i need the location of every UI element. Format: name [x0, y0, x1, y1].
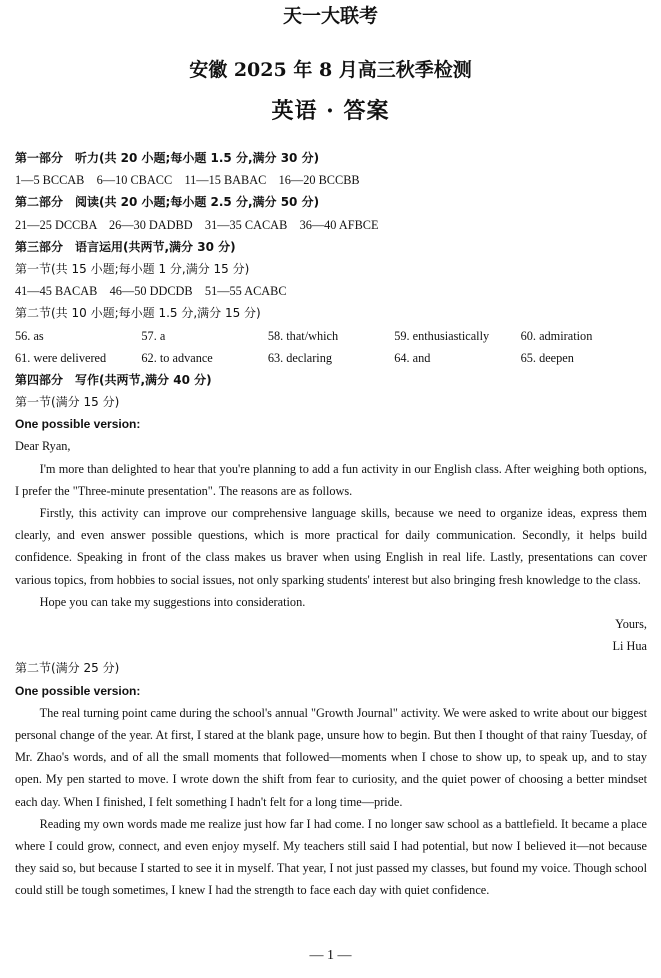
part4-sec2-heading: 第二节(满分 25 分) [15, 661, 120, 676]
cloze-answer: 64. and [394, 350, 431, 365]
sample-version-label: One possible version: [15, 417, 141, 432]
letter-paragraph: Firstly, this activity can improve our comprehensive language skills, because we need to organize ideas, express them clearly, and even answer possible questions, which is more practical for daily communication. Secondly, it helps build confidence. Speaking in front of the class makes us braver when using English in real life. Lastly, presentations can cover various topics, from hobbies to social issues, not only sparking students' interest but also bringing fresh knowledge to the class. [15, 506, 647, 587]
essay-paragraph: The real turning point came during the school's annual "Growth Journal" activity. We were asked to write about our biggest personal change of the year. At first, I stared at the blank page, unsure how to begin. But then I thought of that rainy Tuesday, of Mr. Zhao's words, and of all the small moments that followed—moments when I chose to show up, to speak up, and to stay open. My pen started to move. I wrote down the shift from fear to curiosity, and the quiet power of choosing a better mindset each day. When I finished, I felt something I hadn't felt for a long time—pride. [15, 705, 647, 809]
page-title: 英语 · 答案 [271, 98, 390, 124]
cloze-answer: 61. were delivered [15, 350, 107, 365]
cloze-answer: 57. a [141, 328, 166, 343]
part3-heading: 第三部分 语言运用(共两节,满分 30 分) [15, 239, 236, 254]
cloze-answer: 59. enthusiastically [394, 328, 490, 343]
letter-greeting: Dear Ryan, [15, 439, 71, 454]
letter-signature: Li Hua [612, 639, 647, 654]
cloze-answer: 60. admiration [520, 328, 593, 343]
part3-sec1-answers: 41—45 BACAB 46—50 DDCDB 51—55 ACABC [15, 284, 287, 299]
part2-answers: 21—25 DCCBA 26—30 DADBD 31—35 CACAB 36—40 AFBCE [15, 217, 379, 232]
letter-closing: Yours, [615, 617, 647, 632]
exam-subtitle: 安徽 2025 年 8 月高三秋季检测 [189, 59, 472, 81]
answer-content [15, 147, 647, 902]
cloze-answer-row [15, 325, 647, 347]
cloze-answer: 65. deepen [520, 350, 574, 365]
cloze-answer: 58. that/which [267, 328, 339, 343]
part4-heading: 第四部分 写作(共两节,满分 40 分) [15, 372, 212, 387]
part3-sec2-heading: 第二节(共 10 小题;每小题 1.5 分,满分 15 分) [15, 306, 261, 321]
letter-paragraph: I'm more than delighted to hear that you're planning to add a fun activity in our English class. After weighing both options, I prefer the "Three-minute presentation". The reasons are as follows. [15, 461, 647, 498]
cloze-answer: 56. as [15, 328, 44, 343]
page-number: — 1 — [309, 948, 352, 963]
part1-heading: 第一部分 听力(共 20 小题;每小题 1.5 分,满分 30 分) [15, 151, 320, 165]
cloze-answer: 62. to advance [141, 350, 213, 365]
part3-sec1-heading: 第一节(共 15 小题;每小题 1 分,满分 15 分) [15, 261, 250, 276]
part2-heading: 第二部分 阅读(共 20 小题;每小题 2.5 分,满分 50 分) [15, 195, 320, 210]
essay-paragraph: Reading my own words made me realize just how far I had come. I no longer saw school as a battlefield. It became a place where I could grow, connect, and even enjoy myself. My teachers still said I had potential, but now I believed it—not because they said so, but because I started to see it in myself. That year, I not just passed my classes, but found my voice. Though school could still be tough sometimes, I knew I had the strength to face each day with quiet confidence. [15, 816, 647, 898]
letter-paragraph: Hope you can take my suggestions into consideration. [39, 594, 306, 609]
part1-answers: 1—5 BCCAB 6—10 CBACC 11—15 BABAC 16—20 BCCBB [15, 173, 360, 188]
cloze-answer-row [15, 347, 647, 369]
part4-sec1-heading: 第一节(满分 15 分) [15, 395, 120, 410]
sample-version-label: One possible version: [15, 683, 141, 698]
cloze-answer: 63. declaring [267, 350, 333, 365]
exam-org-title: 天一大联考 [282, 5, 378, 27]
